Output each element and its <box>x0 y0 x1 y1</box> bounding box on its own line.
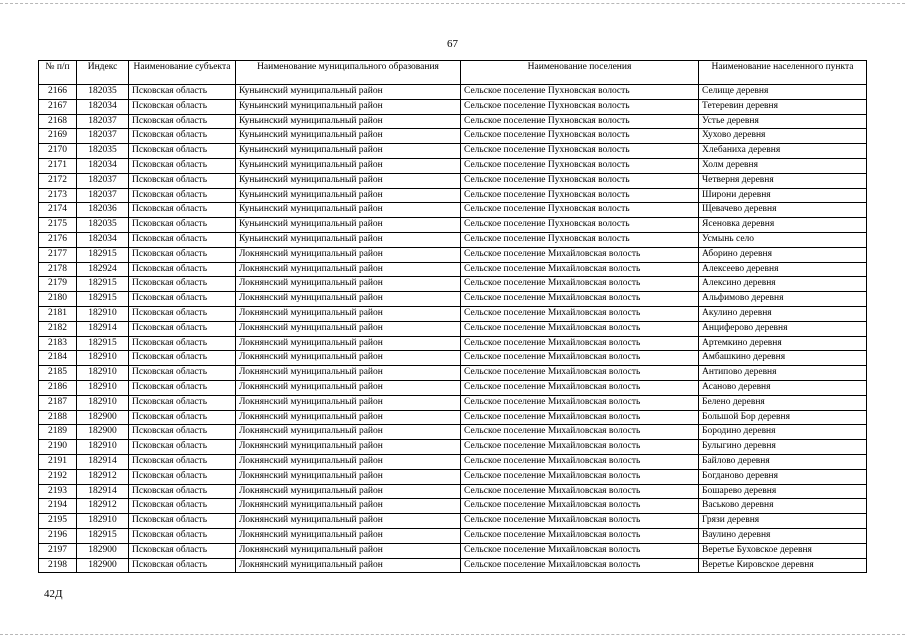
settlement-name: Сельское поселение Михайловская волость <box>461 440 699 455</box>
locality-name: Веретье Буховское деревня <box>699 543 867 558</box>
settlement-name: Сельское поселение Михайловская волость <box>461 321 699 336</box>
municipality-name: Куньинский муниципальный район <box>236 173 461 188</box>
table-row <box>39 395 867 410</box>
settlement-name: Сельское поселение Михайловская волость <box>461 306 699 321</box>
table-row <box>39 380 867 395</box>
subject-name: Псковская область <box>129 410 236 425</box>
settlement-name: Сельское поселение Пухновская волость <box>461 129 699 144</box>
locality-name: Акулино деревня <box>699 306 867 321</box>
municipality-name: Локнянский муниципальный район <box>236 454 461 469</box>
postal-index: 182034 <box>77 158 129 173</box>
locality-name: Ясеновка деревня <box>699 218 867 233</box>
row-number: 2186 <box>39 380 77 395</box>
table-row <box>39 514 867 529</box>
row-number: 2191 <box>39 454 77 469</box>
row-number: 2176 <box>39 232 77 247</box>
postal-index: 182910 <box>77 440 129 455</box>
municipality-name: Куньинский муниципальный район <box>236 85 461 100</box>
table-header-row <box>39 61 867 85</box>
header-locality: Наименование населенного пункта <box>699 61 867 85</box>
subject-name: Псковская область <box>129 440 236 455</box>
postal-index: 182910 <box>77 306 129 321</box>
subject-name: Псковская область <box>129 158 236 173</box>
municipality-name: Локнянский муниципальный район <box>236 425 461 440</box>
postal-index: 182914 <box>77 484 129 499</box>
locality-name: Алексеево деревня <box>699 262 867 277</box>
settlement-name: Сельское поселение Пухновская волость <box>461 188 699 203</box>
scan-edge-top <box>0 3 905 4</box>
locality-name: Грязи деревня <box>699 514 867 529</box>
settlement-name: Сельское поселение Михайловская волость <box>461 484 699 499</box>
municipality-name: Локнянский муниципальный район <box>236 528 461 543</box>
settlement-name: Сельское поселение Михайловская волость <box>461 351 699 366</box>
row-number: 2196 <box>39 528 77 543</box>
municipality-name: Куньинский муниципальный район <box>236 144 461 159</box>
municipality-name: Куньинский муниципальный район <box>236 99 461 114</box>
postal-index: 182910 <box>77 366 129 381</box>
table-row <box>39 232 867 247</box>
table-row <box>39 321 867 336</box>
settlement-name: Сельское поселение Михайловская волость <box>461 425 699 440</box>
locality-name: Асаново деревня <box>699 380 867 395</box>
row-number: 2183 <box>39 336 77 351</box>
municipality-name: Куньинский муниципальный район <box>236 218 461 233</box>
subject-name: Псковская область <box>129 336 236 351</box>
table-row <box>39 262 867 277</box>
table-row <box>39 247 867 262</box>
row-number: 2187 <box>39 395 77 410</box>
municipality-name: Локнянский муниципальный район <box>236 366 461 381</box>
municipality-name: Куньинский муниципальный район <box>236 188 461 203</box>
subject-name: Псковская область <box>129 85 236 100</box>
table-row <box>39 558 867 573</box>
row-number: 2185 <box>39 366 77 381</box>
municipality-name: Локнянский муниципальный район <box>236 321 461 336</box>
subject-name: Псковская область <box>129 484 236 499</box>
row-number: 2178 <box>39 262 77 277</box>
postal-index: 182915 <box>77 528 129 543</box>
settlement-name: Сельское поселение Пухновская волость <box>461 158 699 173</box>
settlement-name: Сельское поселение Михайловская волость <box>461 543 699 558</box>
subject-name: Псковская область <box>129 469 236 484</box>
table-row <box>39 218 867 233</box>
header-number: № п/п <box>39 61 77 85</box>
subject-name: Псковская область <box>129 262 236 277</box>
table-row <box>39 499 867 514</box>
subject-name: Псковская область <box>129 528 236 543</box>
subject-name: Псковская область <box>129 499 236 514</box>
postal-index: 182915 <box>77 277 129 292</box>
municipality-name: Локнянский муниципальный район <box>236 351 461 366</box>
row-number: 2194 <box>39 499 77 514</box>
header-municipality: Наименование муниципального образования <box>236 61 461 85</box>
municipality-name: Локнянский муниципальный район <box>236 514 461 529</box>
locality-name: Антипово деревня <box>699 366 867 381</box>
subject-name: Псковская область <box>129 380 236 395</box>
locality-name: Хухово деревня <box>699 129 867 144</box>
municipality-name: Локнянский муниципальный район <box>236 262 461 277</box>
row-number: 2192 <box>39 469 77 484</box>
subject-name: Псковская область <box>129 321 236 336</box>
municipality-name: Куньинский муниципальный район <box>236 129 461 144</box>
municipality-name: Куньинский муниципальный район <box>236 203 461 218</box>
subject-name: Псковская область <box>129 99 236 114</box>
settlement-name: Сельское поселение Михайловская волость <box>461 277 699 292</box>
locality-name: Большой Бор деревня <box>699 410 867 425</box>
row-number: 2175 <box>39 218 77 233</box>
settlement-name: Сельское поселение Михайловская волость <box>461 292 699 307</box>
row-number: 2182 <box>39 321 77 336</box>
postal-index: 182910 <box>77 351 129 366</box>
table-row <box>39 440 867 455</box>
postal-index: 182910 <box>77 380 129 395</box>
row-number: 2169 <box>39 129 77 144</box>
locality-name: Богданово деревня <box>699 469 867 484</box>
locality-name: Тетеревин деревня <box>699 99 867 114</box>
locality-name: Бошарево деревня <box>699 484 867 499</box>
table-row <box>39 292 867 307</box>
locality-name: Усмынь село <box>699 232 867 247</box>
row-number: 2181 <box>39 306 77 321</box>
settlement-name: Сельское поселение Пухновская волость <box>461 232 699 247</box>
postal-index: 182037 <box>77 173 129 188</box>
settlement-name: Сельское поселение Михайловская волость <box>461 336 699 351</box>
table-row <box>39 336 867 351</box>
subject-name: Псковская область <box>129 351 236 366</box>
postal-index: 182924 <box>77 262 129 277</box>
municipality-name: Куньинский муниципальный район <box>236 158 461 173</box>
subject-name: Псковская область <box>129 514 236 529</box>
table-row <box>39 410 867 425</box>
locality-name: Щевачево деревня <box>699 203 867 218</box>
row-number: 2174 <box>39 203 77 218</box>
settlement-name: Сельское поселение Михайловская волость <box>461 454 699 469</box>
row-number: 2180 <box>39 292 77 307</box>
row-number: 2177 <box>39 247 77 262</box>
municipality-name: Локнянский муниципальный район <box>236 277 461 292</box>
postal-index: 182910 <box>77 395 129 410</box>
subject-name: Псковская область <box>129 188 236 203</box>
municipality-name: Локнянский муниципальный район <box>236 306 461 321</box>
municipality-name: Локнянский муниципальный район <box>236 543 461 558</box>
municipality-name: Локнянский муниципальный район <box>236 247 461 262</box>
subject-name: Псковская область <box>129 277 236 292</box>
locality-name: Алексино деревня <box>699 277 867 292</box>
row-number: 2188 <box>39 410 77 425</box>
row-number: 2173 <box>39 188 77 203</box>
subject-name: Псковская область <box>129 247 236 262</box>
postal-index: 182915 <box>77 336 129 351</box>
header-settlement: Наименование поселения <box>461 61 699 85</box>
subject-name: Псковская область <box>129 232 236 247</box>
subject-name: Псковская область <box>129 425 236 440</box>
settlement-name: Сельское поселение Пухновская волость <box>461 99 699 114</box>
settlement-name: Сельское поселение Михайловская волость <box>461 558 699 573</box>
scan-edge-bottom <box>0 634 905 635</box>
settlement-name: Сельское поселение Пухновская волость <box>461 114 699 129</box>
locality-name: Байлово деревня <box>699 454 867 469</box>
settlement-name: Сельское поселение Михайловская волость <box>461 514 699 529</box>
table-row <box>39 144 867 159</box>
locality-name: Четверня деревня <box>699 173 867 188</box>
row-number: 2197 <box>39 543 77 558</box>
postal-index: 182915 <box>77 247 129 262</box>
postal-index: 182900 <box>77 425 129 440</box>
municipality-name: Локнянский муниципальный район <box>236 380 461 395</box>
settlement-name: Сельское поселение Пухновская волость <box>461 203 699 218</box>
postal-index: 182912 <box>77 469 129 484</box>
table-row <box>39 277 867 292</box>
locality-name: Веретье Кировское деревня <box>699 558 867 573</box>
locality-name: Хлебаниха деревня <box>699 144 867 159</box>
postal-index: 182910 <box>77 514 129 529</box>
settlement-name: Сельское поселение Михайловская волость <box>461 366 699 381</box>
subject-name: Псковская область <box>129 173 236 188</box>
table-row <box>39 99 867 114</box>
locality-name: Холм деревня <box>699 158 867 173</box>
postal-index: 182900 <box>77 543 129 558</box>
locality-name: Белено деревня <box>699 395 867 410</box>
municipality-name: Локнянский муниципальный район <box>236 484 461 499</box>
settlement-name: Сельское поселение Михайловская волость <box>461 247 699 262</box>
locality-name: Устье деревня <box>699 114 867 129</box>
municipality-name: Локнянский муниципальный район <box>236 558 461 573</box>
locality-name: Васьково деревня <box>699 499 867 514</box>
municipality-name: Куньинский муниципальный район <box>236 114 461 129</box>
row-number: 2166 <box>39 85 77 100</box>
locality-name: Бородино деревня <box>699 425 867 440</box>
table-row <box>39 158 867 173</box>
municipality-name: Локнянский муниципальный район <box>236 292 461 307</box>
postal-index: 182914 <box>77 321 129 336</box>
postal-index: 182037 <box>77 114 129 129</box>
municipality-name: Локнянский муниципальный район <box>236 336 461 351</box>
table-row <box>39 366 867 381</box>
locality-name: Селище деревня <box>699 85 867 100</box>
subject-name: Псковская область <box>129 543 236 558</box>
settlement-name: Сельское поселение Михайловская волость <box>461 262 699 277</box>
footer-code: 42Д <box>44 588 63 600</box>
locality-name: Булыгино деревня <box>699 440 867 455</box>
locality-name: Артемкино деревня <box>699 336 867 351</box>
postal-index: 182037 <box>77 129 129 144</box>
row-number: 2198 <box>39 558 77 573</box>
table-row <box>39 188 867 203</box>
settlement-name: Сельское поселение Пухновская волость <box>461 144 699 159</box>
settlement-name: Сельское поселение Михайловская волость <box>461 528 699 543</box>
subject-name: Псковская область <box>129 395 236 410</box>
settlements-table <box>38 60 867 573</box>
row-number: 2167 <box>39 99 77 114</box>
table-body <box>39 85 867 573</box>
page-number: 67 <box>447 38 458 50</box>
subject-name: Псковская область <box>129 144 236 159</box>
subject-name: Псковская область <box>129 558 236 573</box>
postal-index: 182034 <box>77 232 129 247</box>
table-row <box>39 528 867 543</box>
postal-index: 182037 <box>77 188 129 203</box>
row-number: 2184 <box>39 351 77 366</box>
settlement-name: Сельское поселение Михайловская волость <box>461 410 699 425</box>
postal-index: 182035 <box>77 85 129 100</box>
row-number: 2190 <box>39 440 77 455</box>
subject-name: Псковская область <box>129 114 236 129</box>
postal-index: 182035 <box>77 218 129 233</box>
row-number: 2172 <box>39 173 77 188</box>
table-row <box>39 306 867 321</box>
table-row <box>39 484 867 499</box>
table-row <box>39 85 867 100</box>
table-row <box>39 469 867 484</box>
row-number: 2168 <box>39 114 77 129</box>
row-number: 2179 <box>39 277 77 292</box>
table-row <box>39 454 867 469</box>
municipality-name: Локнянский муниципальный район <box>236 469 461 484</box>
locality-name: Широни деревня <box>699 188 867 203</box>
settlement-name: Сельское поселение Михайловская волость <box>461 380 699 395</box>
table-row <box>39 129 867 144</box>
municipality-name: Локнянский муниципальный район <box>236 440 461 455</box>
settlement-name: Сельское поселение Пухновская волость <box>461 85 699 100</box>
municipality-name: Куньинский муниципальный район <box>236 232 461 247</box>
locality-name: Анциферово деревня <box>699 321 867 336</box>
subject-name: Псковская область <box>129 129 236 144</box>
subject-name: Псковская область <box>129 306 236 321</box>
locality-name: Ваулино деревня <box>699 528 867 543</box>
subject-name: Псковская область <box>129 218 236 233</box>
municipality-name: Локнянский муниципальный район <box>236 499 461 514</box>
table-row <box>39 114 867 129</box>
settlement-name: Сельское поселение Пухновская волость <box>461 218 699 233</box>
postal-index: 182900 <box>77 558 129 573</box>
table-row <box>39 543 867 558</box>
settlement-name: Сельское поселение Михайловская волость <box>461 395 699 410</box>
postal-index: 182912 <box>77 499 129 514</box>
row-number: 2170 <box>39 144 77 159</box>
locality-name: Аборино деревня <box>699 247 867 262</box>
header-subject: Наименование субъекта <box>129 61 236 85</box>
postal-index: 182035 <box>77 144 129 159</box>
postal-index: 182900 <box>77 410 129 425</box>
row-number: 2193 <box>39 484 77 499</box>
table-row <box>39 173 867 188</box>
subject-name: Псковская область <box>129 454 236 469</box>
locality-name: Амбашкино деревня <box>699 351 867 366</box>
postal-index: 182034 <box>77 99 129 114</box>
subject-name: Псковская область <box>129 292 236 307</box>
table-row <box>39 425 867 440</box>
subject-name: Псковская область <box>129 366 236 381</box>
header-index: Индекс <box>77 61 129 85</box>
postal-index: 182914 <box>77 454 129 469</box>
municipality-name: Локнянский муниципальный район <box>236 395 461 410</box>
postal-index: 182915 <box>77 292 129 307</box>
postal-index: 182036 <box>77 203 129 218</box>
table-row <box>39 351 867 366</box>
row-number: 2189 <box>39 425 77 440</box>
settlement-name: Сельское поселение Михайловская волость <box>461 469 699 484</box>
subject-name: Псковская область <box>129 203 236 218</box>
settlement-name: Сельское поселение Михайловская волость <box>461 499 699 514</box>
locality-name: Альфимово деревня <box>699 292 867 307</box>
table-row <box>39 203 867 218</box>
settlement-name: Сельское поселение Пухновская волость <box>461 173 699 188</box>
row-number: 2171 <box>39 158 77 173</box>
row-number: 2195 <box>39 514 77 529</box>
municipality-name: Локнянский муниципальный район <box>236 410 461 425</box>
